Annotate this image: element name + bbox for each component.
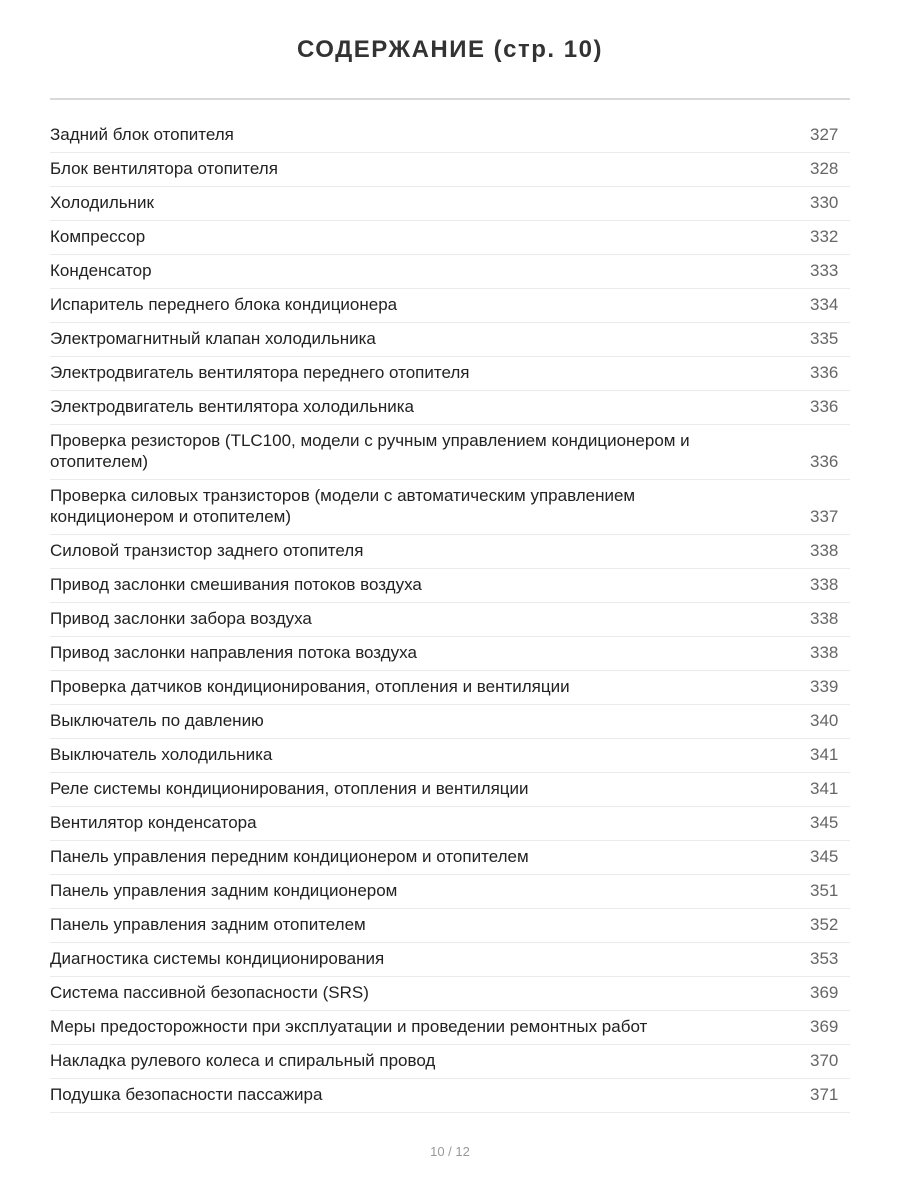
toc-entry-label: Проверка силовых транзисторов (модели с автоматическим управлением кондиционером и отопителем) (50, 486, 636, 526)
toc-entry-label: Проверка датчиков кондиционирования, отопления и вентиляции (50, 677, 570, 696)
toc-entry-page: 345 (810, 847, 839, 866)
toc-entry[interactable] (50, 1012, 850, 1045)
toc-entry-label: Диагностика системы кондиционирования (50, 949, 385, 968)
toc-entry[interactable] (50, 706, 850, 739)
toc-entry-page: 370 (810, 1051, 839, 1070)
toc-entry[interactable] (50, 358, 850, 391)
toc-entry-page: 351 (810, 881, 839, 900)
toc-entry[interactable] (50, 842, 850, 875)
toc-entry-label: Проверка резисторов (TLC100, модели с ручным управлением кондиционером и отопителем) (50, 431, 690, 471)
toc-entry-page: 336 (810, 363, 839, 382)
toc-entry[interactable] (50, 536, 850, 569)
toc-entry[interactable] (50, 222, 850, 255)
toc-entry-page: 345 (810, 813, 839, 832)
toc-entry-page: 327 (810, 125, 839, 144)
toc-entry-label: Привод заслонки направления потока воздуха (50, 643, 417, 662)
toc-entry[interactable] (50, 324, 850, 357)
toc-entry[interactable] (50, 1080, 850, 1113)
toc-entry[interactable] (50, 290, 850, 323)
toc-list (50, 120, 850, 1114)
toc-entry-page: 330 (810, 193, 839, 212)
toc-entry-page: 333 (810, 261, 839, 280)
toc-entry-label: Блок вентилятора отопителя (50, 159, 278, 178)
toc-entry-label: Задний блок отопителя (50, 125, 234, 144)
toc-entry[interactable] (50, 481, 850, 535)
toc-entry[interactable] (50, 672, 850, 705)
toc-entry-label: Панель управления задним кондиционером (50, 881, 398, 900)
toc-entry-label: Панель управления передним кондиционером и отопителем (50, 847, 529, 866)
toc-entry[interactable] (50, 256, 850, 289)
toc-entry-label: Накладка рулевого колеса и спиральный провод (50, 1051, 436, 1070)
toc-entry[interactable] (50, 638, 850, 671)
toc-entry-page: 338 (810, 609, 839, 628)
toc-entry-label: Система пассивной безопасности (SRS) (50, 983, 369, 1002)
title-divider (50, 98, 850, 100)
toc-entry-page: 340 (810, 711, 839, 730)
toc-entry-label: Привод заслонки смешивания потоков воздуха (50, 575, 422, 594)
toc-entry[interactable] (50, 604, 850, 637)
toc-entry[interactable] (50, 910, 850, 943)
toc-entry-page: 328 (810, 159, 839, 178)
toc-entry-page: 369 (810, 983, 839, 1002)
toc-entry-label: Выключатель холодильника (50, 745, 273, 764)
toc-entry-label: Привод заслонки забора воздуха (50, 609, 312, 628)
toc-entry-label: Силовой транзистор заднего отопителя (50, 541, 364, 560)
toc-entry-page: 371 (810, 1085, 839, 1104)
toc-entry-page: 369 (810, 1017, 839, 1036)
toc-entry-page: 332 (810, 227, 839, 246)
toc-entry-page: 338 (810, 575, 839, 594)
toc-entry-label: Реле системы кондиционирования, отопления и вентиляции (50, 779, 529, 798)
toc-entry[interactable] (50, 808, 850, 841)
toc-entry-page: 336 (810, 452, 839, 471)
toc-entry[interactable] (50, 392, 850, 425)
toc-entry-page: 336 (810, 397, 839, 416)
toc-entry-label: Меры предосторожности при эксплуатации и проведении ремонтных работ (50, 1017, 648, 1036)
toc-entry[interactable] (50, 876, 850, 909)
toc-entry-label: Панель управления задним отопителем (50, 915, 366, 934)
toc-entry[interactable] (50, 944, 850, 977)
toc-entry-page: 337 (810, 507, 839, 526)
toc-entry-label: Конденсатор (50, 261, 152, 280)
toc-entry-label: Электромагнитный клапан холодильника (50, 329, 376, 348)
toc-entry[interactable] (50, 120, 850, 153)
toc-entry-page: 338 (810, 541, 839, 560)
toc-entry[interactable] (50, 740, 850, 773)
toc-entry[interactable] (50, 154, 850, 187)
toc-entry-page: 341 (810, 779, 839, 798)
toc-entry-page: 339 (810, 677, 839, 696)
toc-entry-label: Компрессор (50, 227, 146, 246)
toc-entry[interactable] (50, 188, 850, 221)
toc-entry-page: 338 (810, 643, 839, 662)
toc-entry-label: Выключатель по давлению (50, 711, 264, 730)
toc-entry[interactable] (50, 774, 850, 807)
toc-entry-page: 335 (810, 329, 839, 348)
toc-entry[interactable] (50, 570, 850, 603)
page-title: СОДЕРЖАНИЕ (стр. 10) (297, 36, 603, 63)
toc-entry[interactable] (50, 978, 850, 1011)
toc-entry-label: Вентилятор конденсатора (50, 813, 257, 832)
toc-entry-label: Электродвигатель вентилятора переднего отопителя (50, 363, 470, 382)
toc-entry-page: 341 (810, 745, 839, 764)
toc-entry-label: Электродвигатель вентилятора холодильника (50, 397, 415, 416)
toc-entry-page: 353 (810, 949, 839, 968)
toc-entry[interactable] (50, 1046, 850, 1079)
page-indicator: 10 / 12 (430, 1144, 470, 1159)
toc-entry-page: 334 (810, 295, 839, 314)
toc-entry-label: Холодильник (50, 193, 154, 212)
toc-entry-label: Испаритель переднего блока кондиционера (50, 295, 398, 314)
toc-entry-page: 352 (810, 915, 839, 934)
toc-entry-label: Подушка безопасности пассажира (50, 1085, 323, 1104)
toc-entry[interactable] (50, 426, 850, 480)
